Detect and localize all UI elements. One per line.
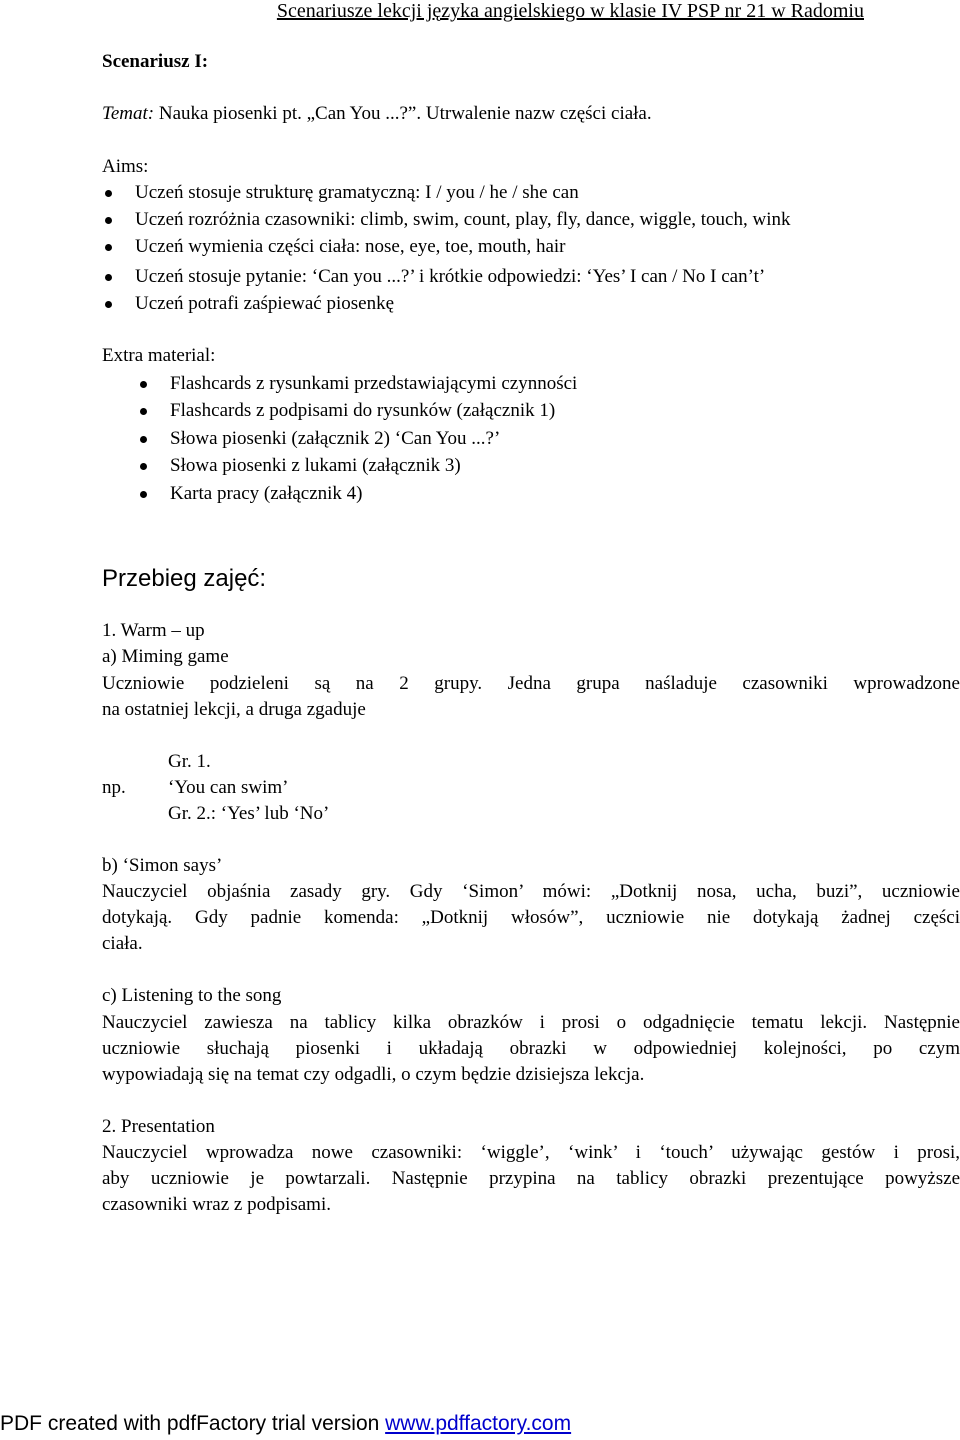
simon-paragraph-line: ciała. [102,933,143,954]
example-group-1: Gr. 1. [168,751,211,772]
extra-material-item: Flashcards z podpisami do rysunków (załącznik 1) [170,399,555,423]
extra-material-item: Flashcards z rysunkami przedstawiającymi czynności [170,372,577,396]
bullet-icon [105,244,112,251]
bullet-icon [140,463,147,470]
listening-paragraph-line: Nauczyciel zawiesza na tablicy kilka obrazków i prosi o odgadnięcie tematu lekcji. Następnie [102,1012,960,1033]
bullet-icon [105,190,112,197]
presentation-title: 2. Presentation [102,1116,215,1137]
pdffactory-link[interactable]: www.pdffactory.com [385,1412,572,1435]
miming-title: a) Miming game [102,646,229,667]
extra-material-item: Słowa piosenki z lukami (załącznik 3) [170,454,461,478]
example-sentence: ‘You can swim’ [168,777,289,798]
bullet-icon [140,436,147,443]
topic-line [102,102,652,126]
simon-title: b) ‘Simon says’ [102,855,223,876]
bullet-icon [105,301,112,308]
aims-label: Aims: [102,156,149,177]
bullet-icon [140,491,147,498]
simon-paragraph-line: Nauczyciel objaśnia zasady gry. Gdy ‘Simon’ mówi: „Dotknij nosa, ucha, buzi”, uczniowie [102,881,960,902]
aims-item: Uczeń wymienia części ciała: nose, eye, toe, mouth, hair [135,235,566,259]
miming-paragraph-line: na ostatniej lekcji, a druga zgaduje [102,699,366,720]
bullet-icon [140,408,147,415]
aims-item: Uczeń rozróżnia czasowniki: climb, swim, count, play, fly, dance, wiggle, touch, wink [135,208,790,232]
example-label: np. [102,777,126,798]
listening-paragraph-line: wypowiadają się na temat czy odgadli, o czym będzie dzisiejsza lekcja. [102,1064,645,1085]
scenario-label: Scenariusz I: [102,51,209,72]
bullet-icon [105,274,112,281]
extra-material-item: Karta pracy (załącznik 4) [170,482,363,506]
topic-label: Temat: [102,103,155,124]
extra-material-item: Słowa piosenki (załącznik 2) ‘Can You ...?’ [170,427,500,451]
pdf-footer [0,1410,571,1438]
simon-paragraph-line: dotykają. Gdy padnie komenda: „Dotknij włosów”, uczniowie nie dotykają żadnej części [102,907,960,928]
aims-item: Uczeń stosuje pytanie: ‘Can you ...?’ i krótkie odpowiedzi: ‘Yes’ I can / No I can’t’ [135,265,765,289]
topic-text: Nauka piosenki pt. „Can You ...?”. Utrwalenie nazw części ciała. [154,103,652,124]
listening-title: c) Listening to the song [102,985,282,1006]
miming-paragraph-line: Uczniowie podzieleni są na 2 grupy. Jedna grupa naśladuje czasowniki wprowadzone [102,673,960,694]
lesson-heading: Przebieg zajęć: [102,565,267,592]
bullet-icon [140,381,147,388]
presentation-paragraph-line: Nauczyciel wprowadza nowe czasowniki: ‘wiggle’, ‘wink’ i ‘touch’ używając gestów i prosi, [102,1142,960,1163]
presentation-paragraph-line: aby uczniowie je powtarzali. Następnie przypina na tablicy obrazki prezentujące powyższe [102,1168,960,1189]
example-group-2: Gr. 2.: ‘Yes’ lub ‘No’ [168,803,330,824]
warmup-title: 1. Warm – up [102,620,205,641]
bullet-icon [105,217,112,224]
listening-paragraph-line: uczniowie słuchają piosenki i układają obrazki w odpowiedniej kolejności, po czym [102,1038,960,1059]
footer-text: PDF created with pdfFactory trial version [0,1412,386,1435]
document-header-title: Scenariusze lekcji języka angielskiego w klasie IV PSP nr 21 w Radomiu [276,0,864,22]
extra-material-label: Extra material: [102,345,216,366]
aims-item: Uczeń stosuje strukturę gramatyczną: I / you / he / she can [135,181,579,205]
aims-item: Uczeń potrafi zaśpiewać piosenkę [135,292,394,316]
presentation-paragraph-line: czasowniki wraz z podpisami. [102,1194,331,1215]
